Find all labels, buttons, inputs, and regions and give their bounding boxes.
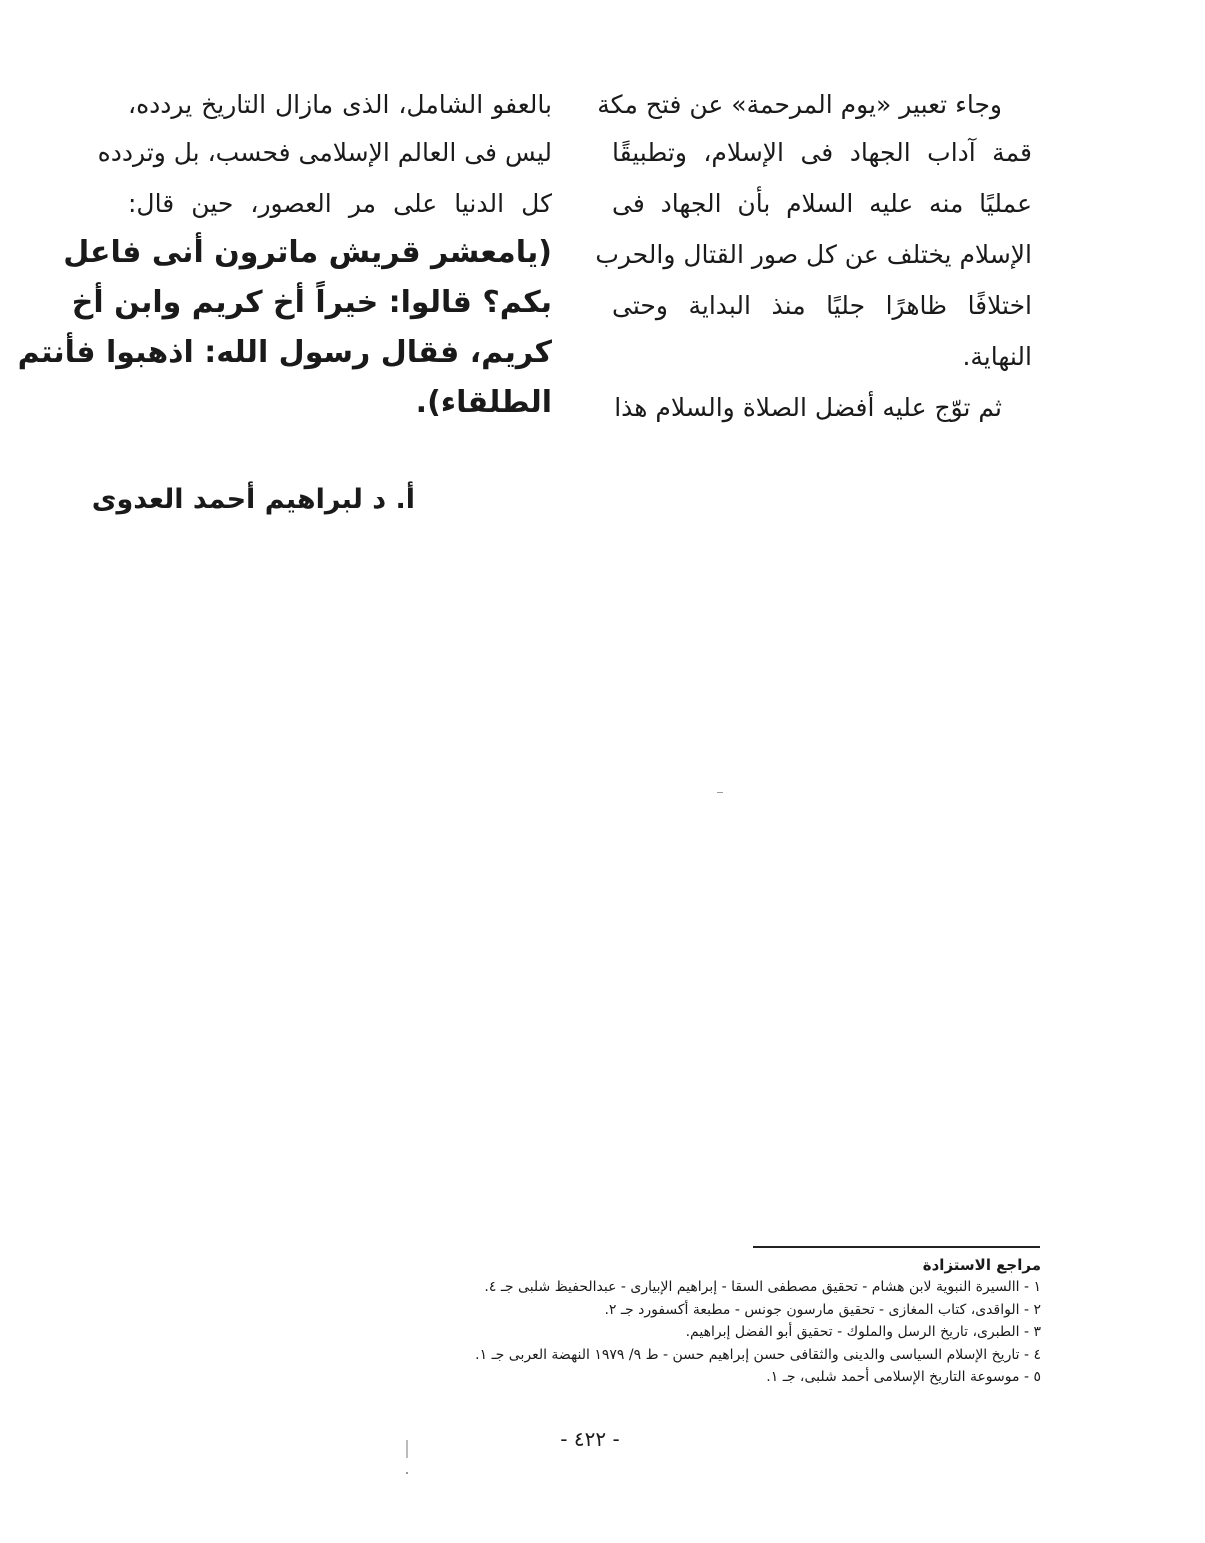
scan-speck: [406, 1472, 408, 1474]
page-number: - ٤٢٢ -: [560, 1427, 620, 1451]
body-line: بالعفو الشامل، الذى مازال التاريخ يردده،: [128, 90, 552, 119]
body-line: اختلافًا ظاهرًا جليًا منذ البداية وحتى: [612, 291, 1032, 320]
scan-speck: [406, 1440, 408, 1458]
body-line: ليس فى العالم الإسلامى فحسب، بل وتردده: [97, 138, 552, 167]
body-line: قمة آداب الجهاد فى الإسلام، وتطبيقًا: [612, 138, 1032, 167]
quote-line: بكم؟ قالوا: خيراً أخ كريم وابن أخ: [71, 285, 552, 320]
body-line: كل الدنيا على مر العصور، حين قال:: [128, 189, 552, 218]
left-text-column: [17, 84, 552, 444]
body-line: الإسلام يختلف عن كل صور القتال والحرب: [595, 240, 1032, 269]
quote-line: كريم، فقال رسول الله: اذهبوا فأنتم: [17, 335, 552, 370]
author-name: أ. د لبراهيم أحمد العدوى: [91, 484, 415, 515]
footnote-item: ٣ - الطبرى، تاريخ الرسل والملوك - تحقيق أبو الفضل إبراهيم.: [685, 1324, 1041, 1340]
footnote-item: ٥ - موسوعة التاريخ الإسلامى أحمد شلبى، جـ ١.: [766, 1369, 1041, 1385]
footnote-item: ٢ - الواقدى، كتاب المغازى - تحقيق مارسون جونس - مطبعة أكسفورد جـ ٢.: [604, 1301, 1041, 1318]
footnote-item: ١ - االسيرة النبوية لابن هشام - تحقيق مصطفى السقا - إبراهيم الإبيارى - عبدالحفيظ شلبى جـ ٤.: [484, 1279, 1041, 1295]
scan-speck: [717, 792, 723, 793]
footnote-item: ٤ - تاريخ الإسلام السياسى والدينى والثقافى حسن إبراهيم حسن - ط ٩/ ١٩٧٩ النهضة العربى جـ ١.: [475, 1346, 1041, 1363]
quote-line: الطلقاء).: [415, 385, 552, 420]
body-line: النهاية.: [962, 342, 1032, 371]
body-line: وجاء تعبير «يوم المرحمة» عن فتح مكة: [597, 90, 1002, 119]
footnotes: [241, 1254, 1041, 1389]
body-line: عمليًا منه عليه السلام بأن الجهاد فى: [612, 189, 1032, 218]
body-line: ثم توّج عليه أفضل الصلاة والسلام هذا: [614, 393, 1002, 422]
quote-line: (يامعشر قريش ماترون أنى فاعل: [63, 235, 552, 270]
footnote-divider: [753, 1246, 1040, 1248]
footnotes-title: مراجع الاستزادة: [922, 1256, 1041, 1274]
right-text-column: [595, 84, 1032, 444]
